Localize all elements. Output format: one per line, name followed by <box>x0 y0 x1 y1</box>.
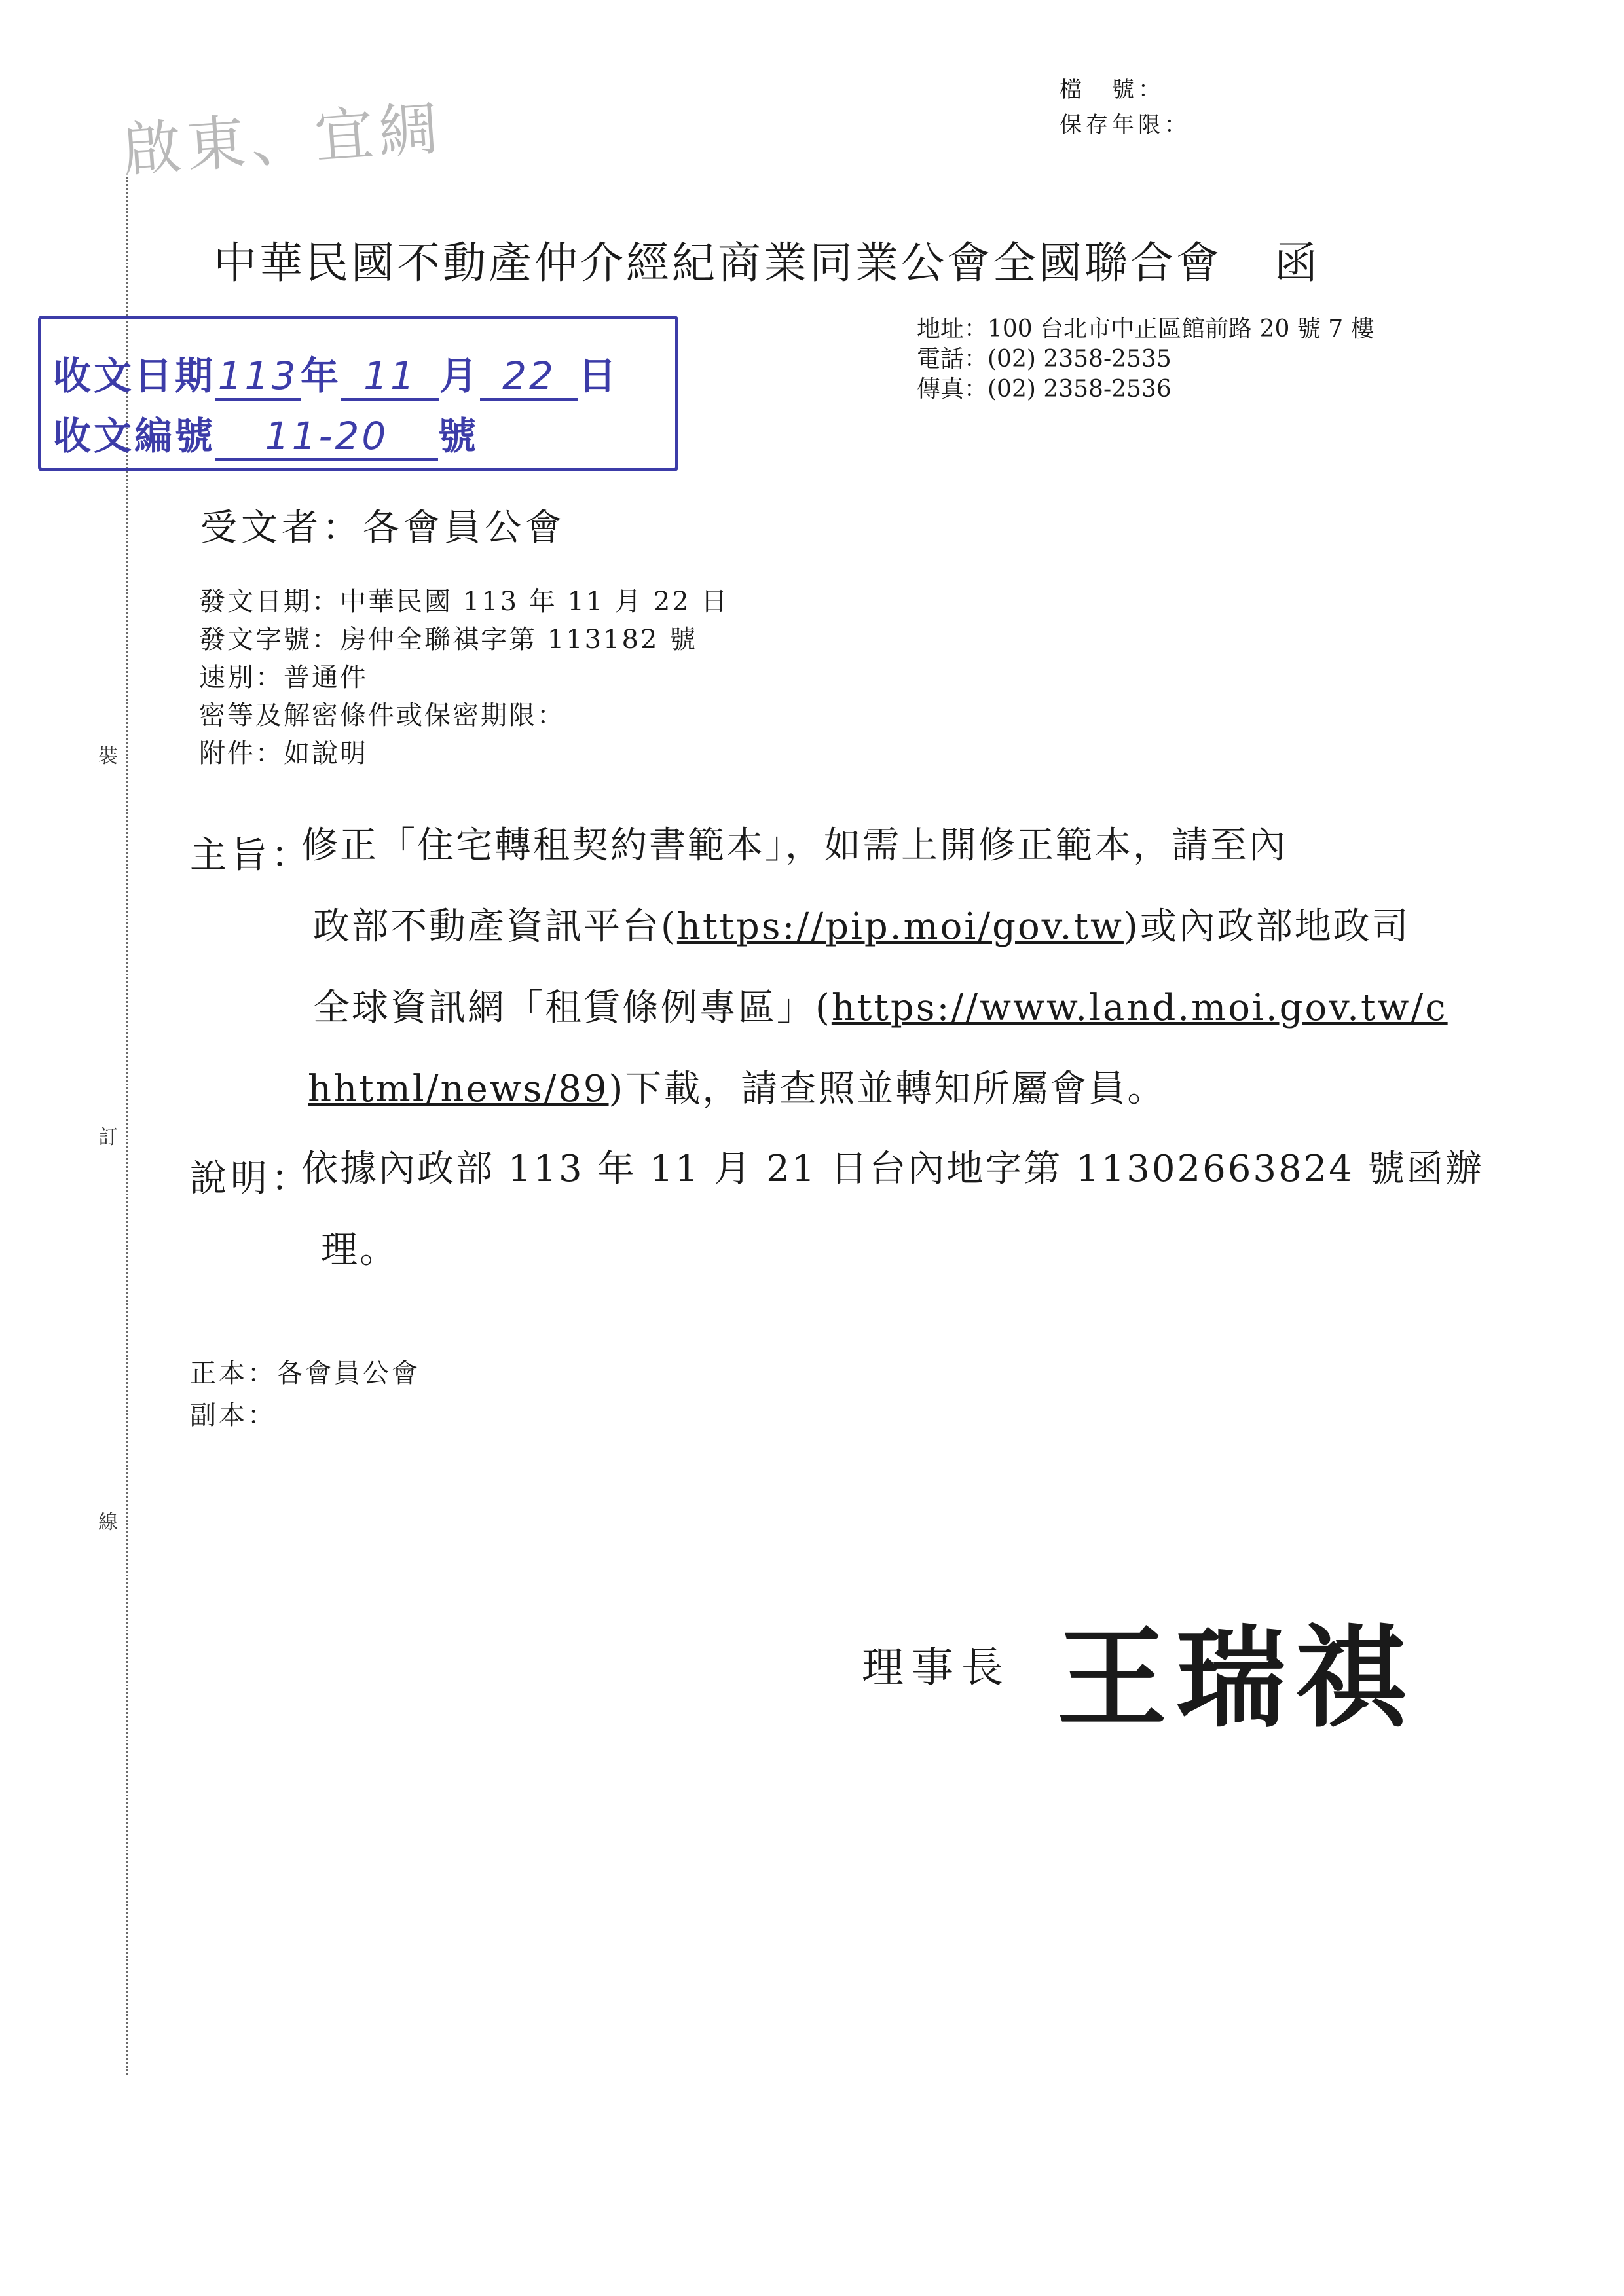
subject-text: 政部不動產資訊平台( <box>313 905 677 948</box>
stamp-date-label: 收文日期 <box>53 354 216 398</box>
received-stamp <box>38 316 678 471</box>
subject-line-3 <box>313 968 1448 1049</box>
original-copy: 正本：各會員公會 <box>190 1358 420 1389</box>
binding-char-ding: 訂 <box>98 1126 118 1149</box>
stamp-day-unit: 日 <box>578 354 619 398</box>
explanation-line-2: 理。 <box>321 1229 398 1271</box>
carbon-copy: 副本： <box>190 1400 276 1430</box>
subject-line-4 <box>308 1049 1166 1130</box>
contact-address: 地址：100 台北市中正區館前路 20 號 7 樓 <box>917 316 1375 342</box>
land-moi-link-cont[interactable]: hhtml/news/89 <box>308 1068 609 1110</box>
issue-fields <box>199 583 729 773</box>
stamp-number-label: 收文編號 <box>53 414 216 458</box>
subject-line-1: 修正「住宅轉租契約書範本」，如需上開修正範本，請至內 <box>301 824 1287 867</box>
stamp-number-unit: 號 <box>438 414 479 458</box>
explanation-line-1: 依據內政部 113 年 11 月 21 日台內地字第 11302663824 號函辦 <box>301 1148 1484 1190</box>
signature-title: 理事長 <box>862 1644 1011 1692</box>
stamp-number-row <box>53 405 479 461</box>
file-number-label: 檔 號： <box>1060 77 1164 103</box>
binding-char-zhuang: 裝 <box>98 745 118 768</box>
attachment: 附件：如說明 <box>199 738 368 769</box>
retention-period-label: 保存年限： <box>1060 112 1190 138</box>
subject-text: )下載，請查照並轉知所屬會員。 <box>608 1068 1166 1110</box>
issue-date: 發文日期：中華民國 113 年 11 月 22 日 <box>199 587 729 617</box>
stamp-month-unit: 月 <box>439 354 481 398</box>
stamp-date-row <box>53 345 619 401</box>
secrecy-level: 密等及解密條件或保密期限： <box>199 701 565 731</box>
priority: 速別：普通件 <box>199 663 368 693</box>
land-moi-link[interactable]: https://www.land.moi.gov.tw/c <box>831 987 1448 1029</box>
contact-fax: 傳真：(02) 2358-2536 <box>917 376 1172 403</box>
document-number: 發文字號：房仲全聯祺字第 113182 號 <box>199 625 698 655</box>
subject-text: 全球資訊網「租賃條例專區」( <box>313 987 832 1029</box>
stamp-year-unit: 年 <box>301 354 342 398</box>
subject-label: 主旨： <box>190 834 312 877</box>
copies-block <box>190 1353 420 1436</box>
contact-block <box>917 314 1375 405</box>
stamp-day: 22 <box>480 354 578 401</box>
binding-char-xian: 線 <box>98 1511 118 1534</box>
subject-line-2 <box>313 886 1411 968</box>
stamp-number: 11-20 <box>215 414 438 461</box>
signature-name: 王瑞祺 <box>1057 1614 1414 1743</box>
recipient: 受文者：各會員公會 <box>200 507 566 549</box>
org-title <box>213 228 1320 290</box>
org-name: 中華民國不動產仲介經紀商業同業公會全國聯合會 <box>213 238 1222 288</box>
doc-type: 函 <box>1274 238 1320 288</box>
stamp-month: 11 <box>341 354 439 401</box>
handwritten-note: 啟東、宜綢 <box>120 94 445 185</box>
contact-phone: 電話：(02) 2358-2535 <box>917 346 1172 373</box>
subject-text: )或內政部地政司 <box>1123 905 1411 948</box>
pip-platform-link[interactable]: https://pip.moi/gov.tw <box>676 905 1124 948</box>
explanation-label: 說明： <box>190 1157 312 1200</box>
stamp-year: 113 <box>215 354 301 401</box>
